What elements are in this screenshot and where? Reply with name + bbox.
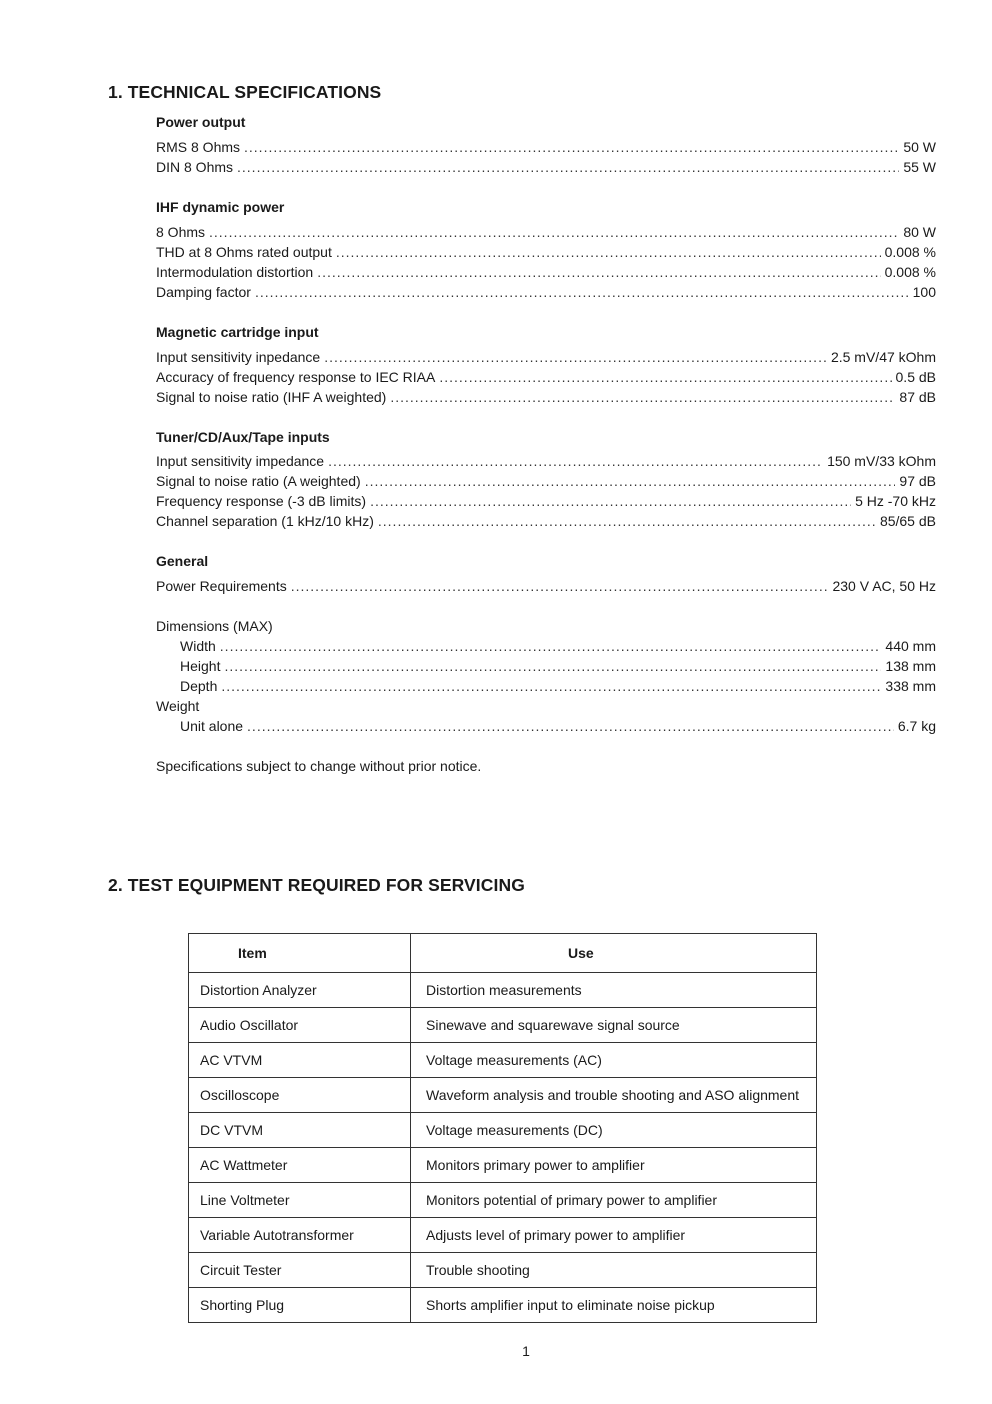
spec-label: Width [180,638,216,654]
table-row [189,1113,817,1148]
spec-value: 5 Hz -70 kHz [855,493,936,509]
item-cell: Circuit Tester [189,1253,411,1288]
spec-row [156,451,936,471]
spec-value: 338 mm [885,678,936,694]
spec-row [156,636,936,656]
spec-value: 230 V AC, 50 Hz [832,578,936,594]
spec-value: 87 dB [899,389,936,405]
table-header-row [189,934,817,973]
spec-value: 55 W [903,159,936,175]
spec-label: Damping factor [156,284,251,300]
spec-value: 150 mV/33 kOhm [827,453,936,469]
section-1-title: 1. TECHNICAL SPECIFICATIONS [108,82,382,102]
spec-value: 2.5 mV/47 kOhm [830,349,936,365]
spec-row [156,716,936,736]
spec-row [156,282,936,302]
use-cell: Shorts amplifier input to eliminate noise pickup [411,1288,817,1323]
equipment-table [188,933,817,1323]
spec-label: Height [180,658,221,674]
spec-row [156,262,936,282]
spec-row [156,242,936,262]
spec-row [156,676,936,696]
general-group [156,551,936,776]
table-row [189,1253,817,1288]
spec-value: 0.5 dB [895,369,936,385]
weight-label: Weight [156,698,200,714]
spec-row [156,222,936,242]
column-header-item: Item [189,934,411,973]
spec-row [156,157,936,177]
tuner-group [156,427,936,531]
general-heading: General [156,553,209,569]
item-cell: DC VTVM [189,1113,411,1148]
dimensions-label: Dimensions (MAX) [156,618,273,634]
use-cell: Trouble shooting [411,1253,817,1288]
spec-row [156,511,936,531]
magnetic-heading: Magnetic cartridge input [156,324,319,340]
spec-row [156,367,936,387]
magnetic-group [156,322,936,407]
use-cell: Waveform analysis and trouble shooting and ASO alignment [411,1078,817,1113]
spec-label: Accuracy of frequency response to IEC RIAA [156,369,436,385]
use-cell: Sinewave and squarewave signal source [411,1008,817,1043]
spec-value: 97 dB [899,473,936,489]
spec-row [156,656,936,676]
spec-label: Signal to noise ratio (A weighted) [156,473,361,489]
spec-label: Input sensitivity impedance [156,453,325,469]
spec-label: Input sensitivity inpedance [156,349,321,365]
spec-row [156,491,936,511]
spec-notice: Specifications subject to change without prior notice. [156,758,482,774]
spec-value: 100 [912,284,936,300]
spec-value: 85/65 dB [879,513,936,529]
item-cell: AC Wattmeter [189,1148,411,1183]
use-cell: Voltage measurements (AC) [411,1043,817,1078]
ihf-group [156,197,936,302]
spec-row [156,471,936,491]
table-row [189,1218,817,1253]
spec-label: Channel separation (1 kHz/10 kHz) [156,513,374,529]
spec-label: Unit alone [180,718,244,734]
spec-value: 0.008 % [884,244,936,260]
spec-label: Power Requirements [156,578,287,594]
spec-row [156,137,936,157]
item-cell: Distortion Analyzer [189,973,411,1008]
spec-value: 440 mm [885,638,936,654]
page-number: 1 [522,1343,530,1359]
item-cell: Audio Oscillator [189,1008,411,1043]
use-cell: Adjusts level of primary power to amplifier [411,1218,817,1253]
spec-value: 6.7 kg [897,718,936,734]
table-row [189,1148,817,1183]
spec-value: 80 W [903,224,936,240]
spec-label: THD at 8 Ohms rated output [156,244,332,260]
table-row [189,1008,817,1043]
spec-label: DIN 8 Ohms [156,159,234,175]
table-row [189,1043,817,1078]
table-row [189,1078,817,1113]
item-cell: Oscilloscope [189,1078,411,1113]
table-row [189,973,817,1008]
spec-value: 0.008 % [884,264,936,280]
spec-label: 8 Ohms [156,224,206,240]
spec-label: Depth [180,678,218,694]
use-cell: Distortion measurements [411,973,817,1008]
item-cell: Variable Autotransformer [189,1218,411,1253]
item-cell: Line Voltmeter [189,1183,411,1218]
spec-value: 138 mm [885,658,936,674]
column-header-use: Use [411,934,817,973]
spec-label: Signal to noise ratio (IHF A weighted) [156,389,387,405]
use-cell: Voltage measurements (DC) [411,1113,817,1148]
power-output-heading: Power output [156,114,246,130]
table-row [189,1183,817,1218]
item-cell: AC VTVM [189,1043,411,1078]
spec-label: Frequency response (-3 dB limits) [156,493,367,509]
spec-label: Intermodulation distortion [156,264,314,280]
spec-label: RMS 8 Ohms [156,139,241,155]
spec-row [156,576,936,596]
spec-row [156,387,936,407]
use-cell: Monitors potential of primary power to amplifier [411,1183,817,1218]
use-cell: Monitors primary power to amplifier [411,1148,817,1183]
section-2-title: 2. TEST EQUIPMENT REQUIRED FOR SERVICING [108,875,525,895]
tuner-heading: Tuner/CD/Aux/Tape inputs [156,429,330,445]
spec-value: 50 W [903,139,936,155]
power-output-group [156,112,936,177]
item-cell: Shorting Plug [189,1288,411,1323]
ihf-heading: IHF dynamic power [156,199,285,215]
spec-row [156,347,936,367]
table-row [189,1288,817,1323]
